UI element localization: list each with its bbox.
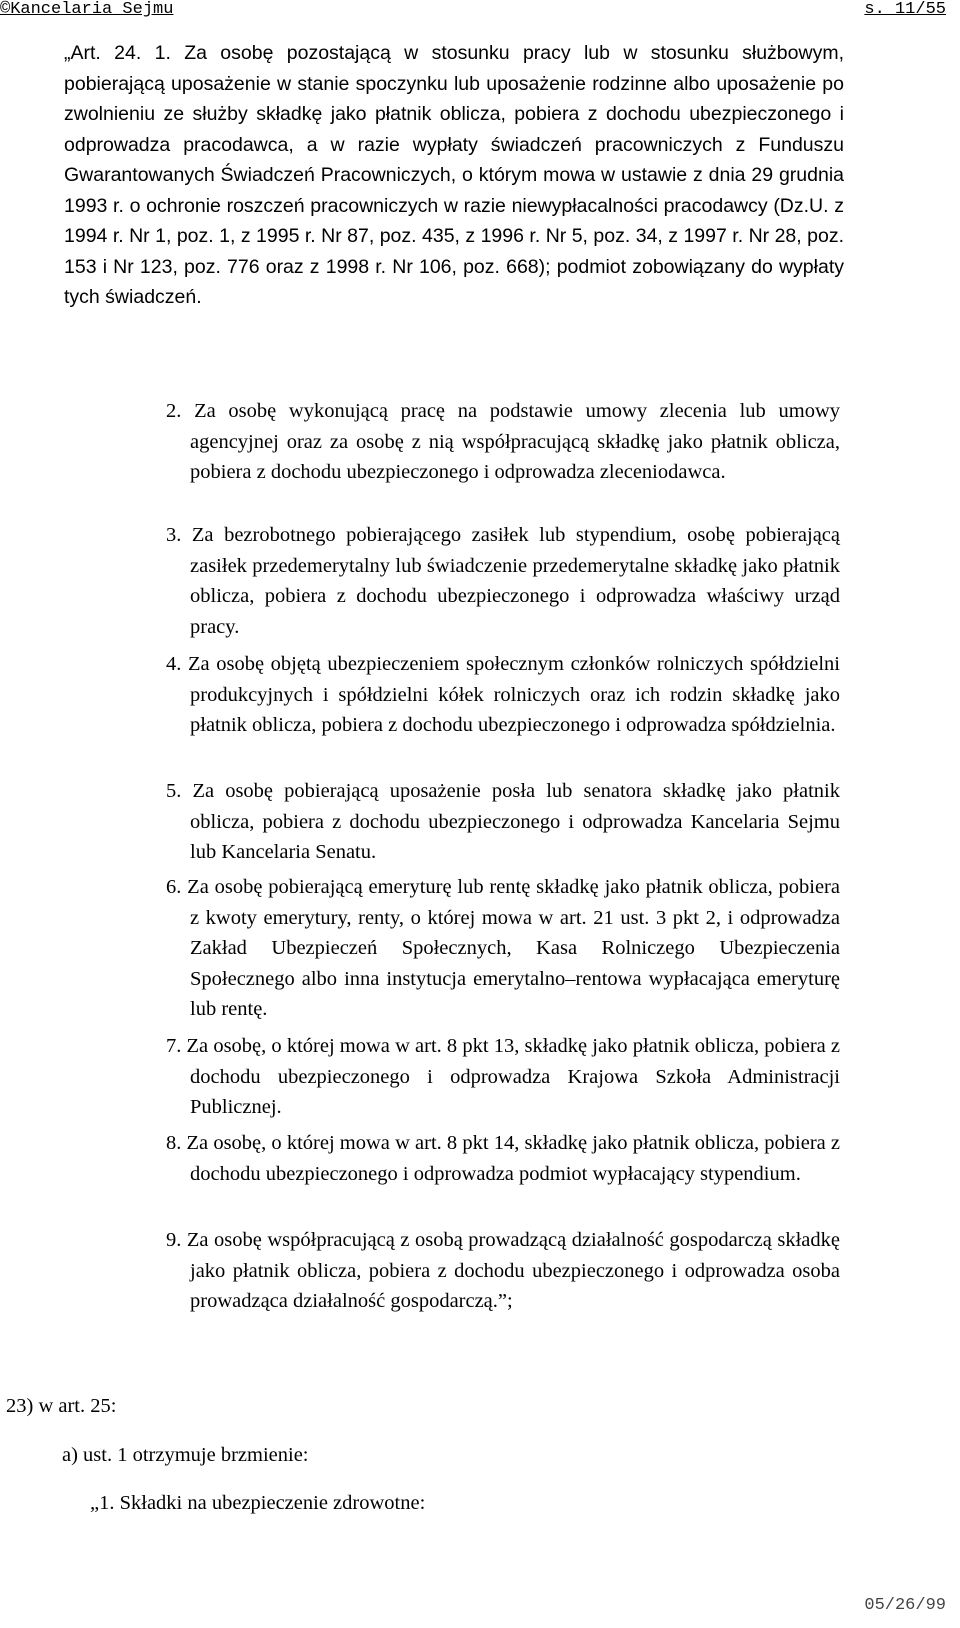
page-number: s. 11/55 <box>864 0 946 19</box>
header-source: ©Kancelaria Sejmu <box>0 0 174 19</box>
quoted-provision: „1. Składki na ubezpieczenie zdrowotne: <box>90 1492 426 1514</box>
amendment-item-23: 23) w art. 25: <box>6 1395 117 1417</box>
article-24-paragraph-9: 9. Za osobę współpracującą z osobą prowadzącą działalność gospodarczą składkę jako płatnik oblicza, pobiera z dochodu ubezpieczonego i odprowadza osoba prowadząca działalność gospodarczą.”; <box>166 1229 840 1312</box>
article-24-paragraph-7: 7. Za osobę, o której mowa w art. 8 pkt 13, składkę jako płatnik oblicza, pobiera z dochodu ubezpieczonego i odprowadza Krajowa Szkoła Administracji Publicznej. <box>166 1035 840 1118</box>
article-24-paragraph-5: 5. Za osobę pobierającą uposażenie posła lub senatora składkę jako płatnik oblicza, pobiera z dochodu ubezpieczonego i odprowadza Kancelaria Sejmu lub Kancelaria Senatu. <box>166 780 840 863</box>
article-24-paragraph-1: „Art. 24. 1. Za osobę pozostającą w stosunku pracy lub w stosunku służbowym, pobierającą uposażenie w stanie spoczynku lub uposażenie rodzinne albo uposażenie po zwolnieniu ze służby składkę jako płatnik oblicza, pobiera z dochodu ubezpieczonego i odprowadza pracodawca, a w razie wypłaty świadczeń pracowniczych z Funduszu Gwarantowanych Świadczeń Pracowniczych, o którym mowa w ustawie z dnia 29 grudnia 1993 r. o ochronie roszczeń pracowniczych w razie niewypłacalności pracodawcy (Dz.U. z 1994 r. Nr 1, poz. 1, z 1995 r. Nr 87, poz. 435, z 1996 r. Nr 5, poz. 34, z 1997 r. Nr 28, poz. 153 i Nr 123, poz. 776 oraz z 1998 r. Nr 106, poz. 668); podmiot zobowiązany do wypłaty tych świadczeń. <box>64 42 844 308</box>
amendment-subitem-a: a) ust. 1 otrzymuje brzmienie: <box>62 1444 309 1466</box>
article-24-paragraph-2: 2. Za osobę wykonującą pracę na podstawie umowy zlecenia lub umowy agencyjnej oraz za osobę z nią współpracującą składkę jako płatnik oblicza, pobiera z dochodu ubezpieczonego i odprowadza zleceniodawca. <box>166 400 840 483</box>
footer-date: 05/26/99 <box>864 1596 946 1615</box>
article-24-paragraph-6: 6. Za osobę pobierającą emeryturę lub rentę składkę jako płatnik oblicza, pobiera z kwoty emerytury, renty, o której mowa w art. 21 ust. 3 pkt 2, i odprowadza Zakład Ubezpieczeń Społecznych, Kasa Rolniczego Ubezpieczenia Społecznego albo inna instytucja emerytalno–rentowa wypłacająca emeryturę lub rentę. <box>166 876 840 1020</box>
article-24-paragraph-4: 4. Za osobę objętą ubezpieczeniem społecznym członków rolniczych spółdzielni produkcyjnych i spółdzielni kółek rolniczych oraz ich rodzin składkę jako płatnik oblicza, pobiera z dochodu ubezpieczonego i odprowadza spółdzielnia. <box>166 653 840 736</box>
article-24-paragraph-3: 3. Za bezrobotnego pobierającego zasiłek lub stypendium, osobę pobierającą zasiłek przedemerytalny lub świadczenie przedemerytalne składkę jako płatnik oblicza, pobiera z dochodu ubezpieczonego i odprowadza właściwy urząd pracy. <box>166 524 840 638</box>
article-24-paragraph-8: 8. Za osobę, o której mowa w art. 8 pkt 14, składkę jako płatnik oblicza, pobiera z dochodu ubezpieczonego i odprowadza podmiot wypłacający stypendium. <box>166 1132 840 1185</box>
